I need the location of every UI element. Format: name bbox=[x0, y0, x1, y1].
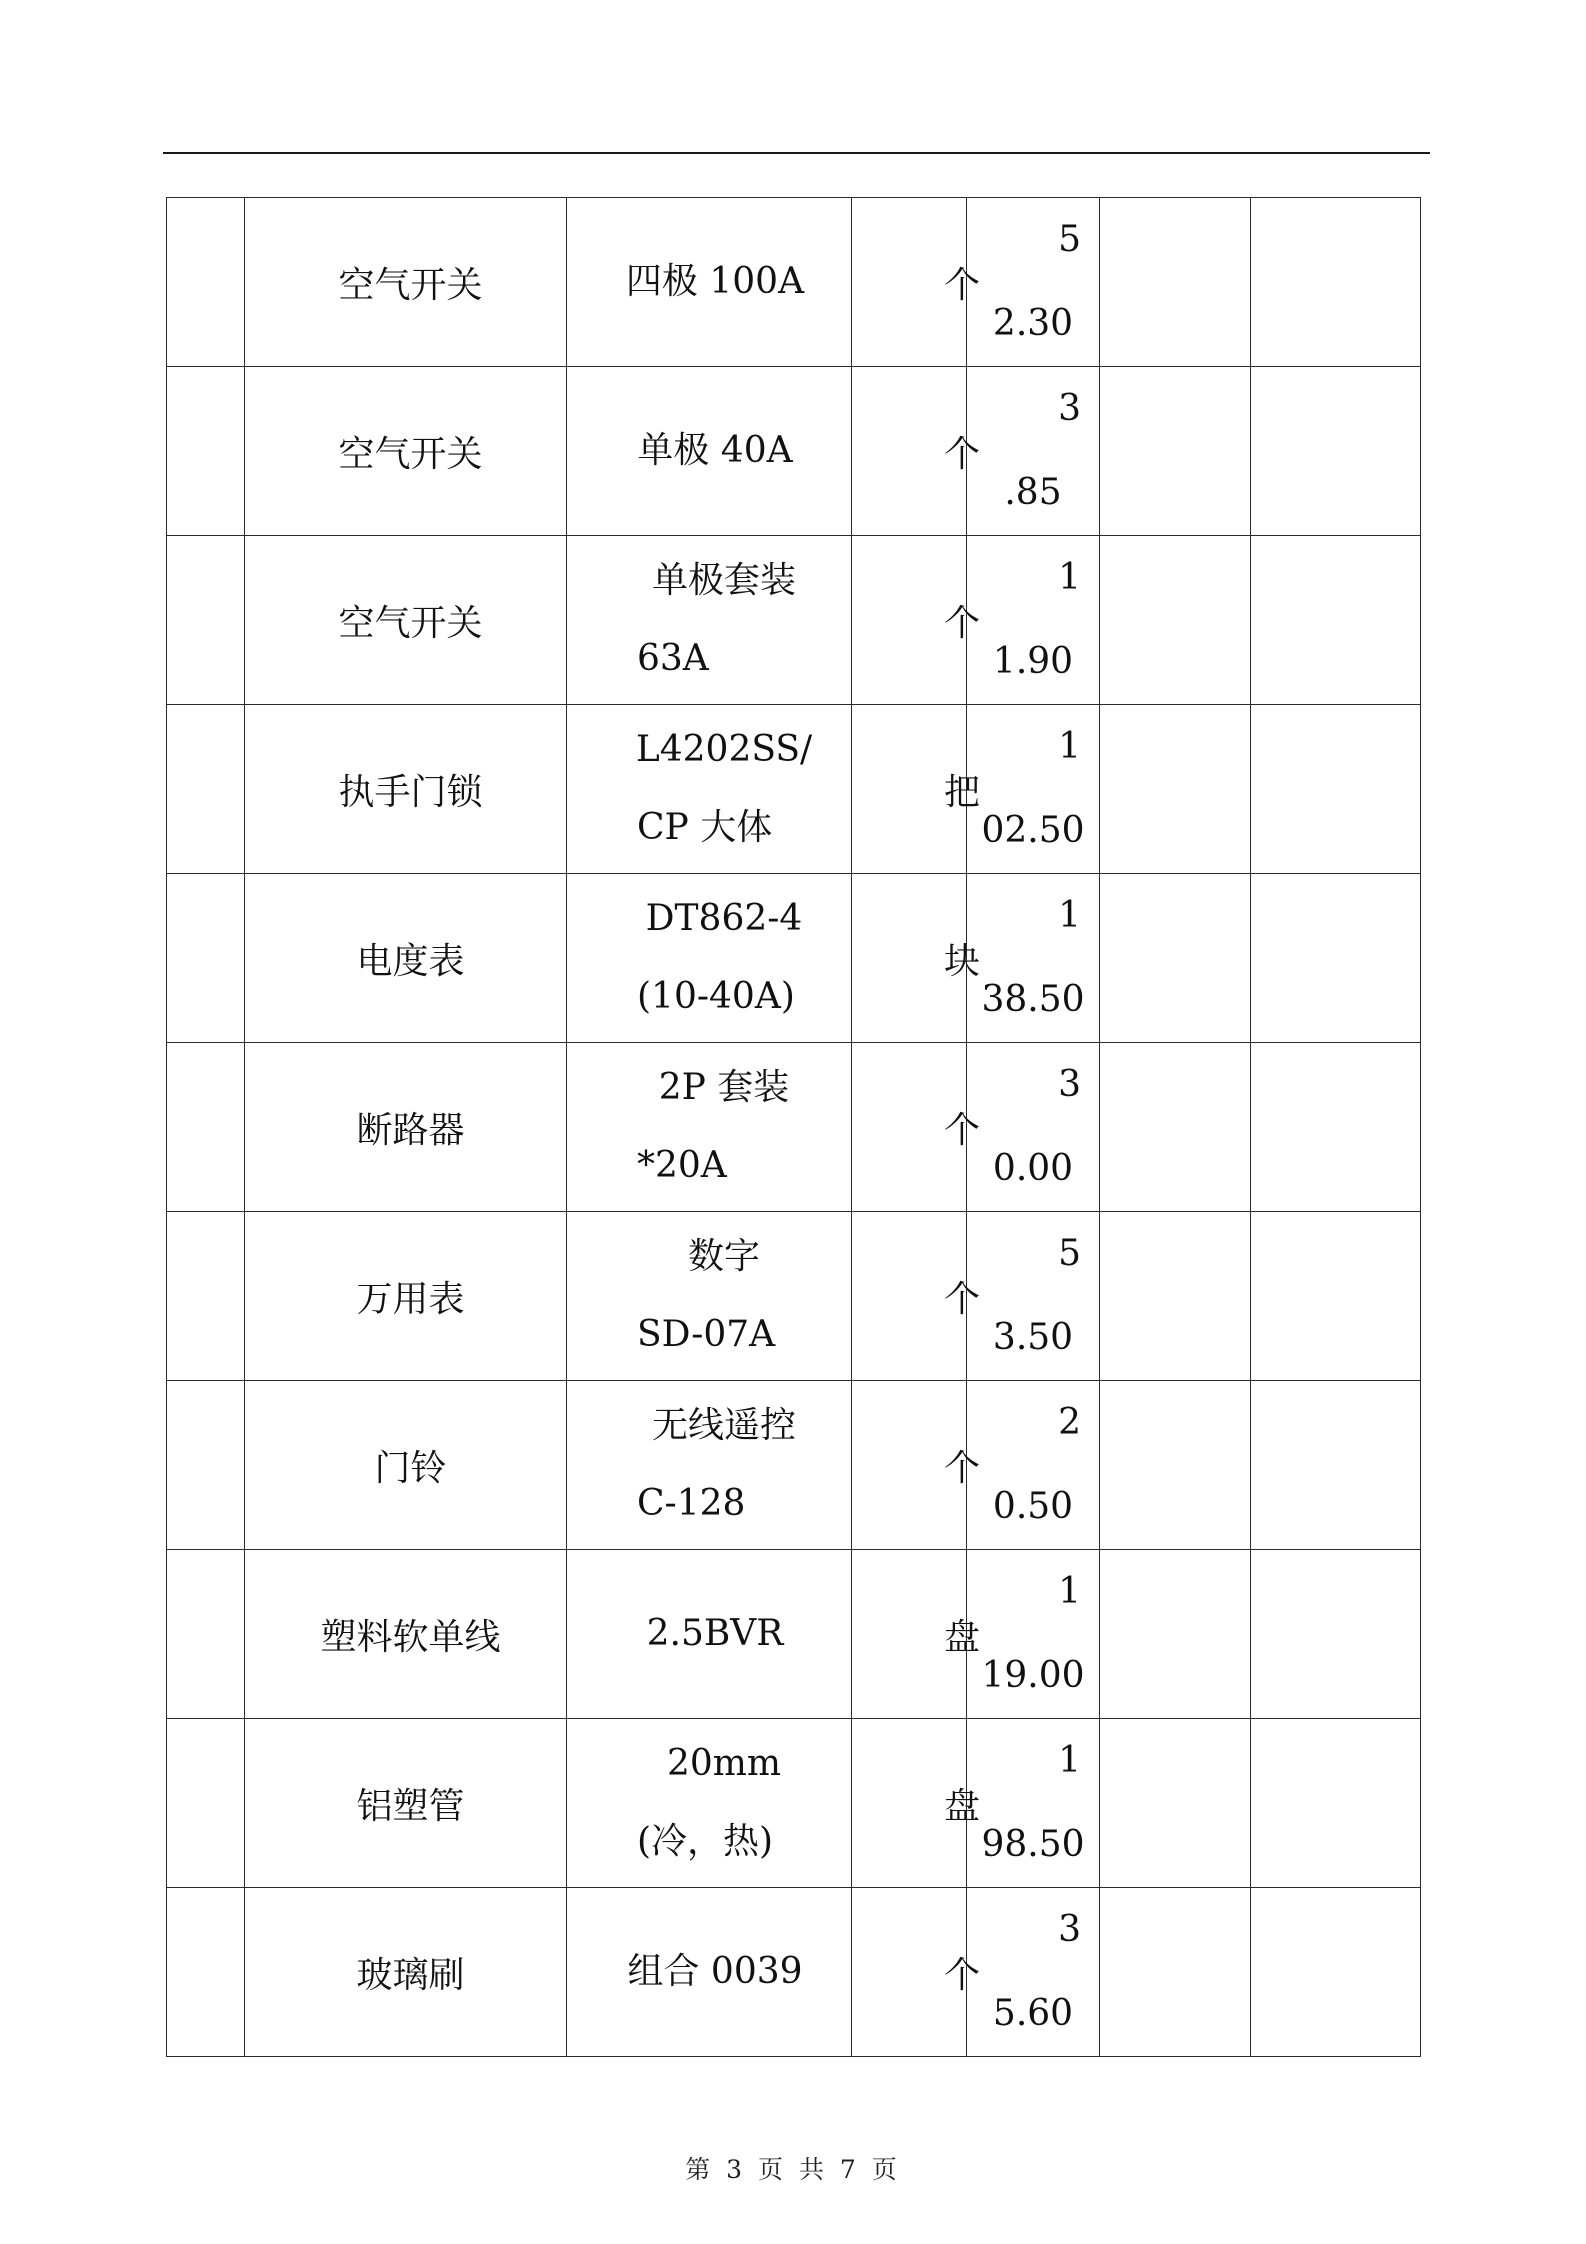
table-row bbox=[167, 1043, 1421, 1212]
item-price-cell bbox=[967, 705, 1100, 874]
item-price-cell bbox=[967, 874, 1100, 1043]
item-spec-line: (10-40A) bbox=[637, 976, 795, 1017]
item-price-cell bbox=[967, 1381, 1100, 1550]
item-price-line: 0.00 bbox=[992, 1148, 1074, 1189]
item-spec-line: CP 大体 bbox=[637, 807, 773, 848]
items-table bbox=[166, 197, 1421, 2057]
item-price-line: 1 bbox=[1058, 726, 1081, 767]
item-name: 铝塑管 bbox=[356, 1785, 465, 1827]
index-cell bbox=[167, 1212, 245, 1381]
item-price-line: 3.50 bbox=[992, 1317, 1074, 1358]
item-spec-cell bbox=[567, 1888, 852, 2057]
item-spec-cell bbox=[567, 367, 852, 536]
item-price-line: 0.50 bbox=[992, 1486, 1074, 1527]
item-price-cell bbox=[967, 198, 1100, 367]
item-unit-cell bbox=[852, 1212, 981, 1381]
quantity-cell bbox=[1100, 198, 1251, 367]
amount-cell bbox=[1251, 874, 1421, 1043]
amount-cell bbox=[1251, 367, 1421, 536]
item-unit: 个 bbox=[944, 602, 981, 644]
index-cell bbox=[167, 367, 245, 536]
quantity-cell bbox=[1100, 1888, 1251, 2057]
page-footer: 第 3 页 共 7 页 bbox=[685, 2155, 901, 2184]
index-cell bbox=[167, 1043, 245, 1212]
item-name: 断路器 bbox=[356, 1109, 465, 1151]
index-cell bbox=[167, 705, 245, 874]
item-price-line: 98.50 bbox=[981, 1824, 1085, 1865]
item-spec-line: 20mm bbox=[666, 1743, 782, 1784]
item-unit: 盘 bbox=[944, 1785, 981, 1827]
item-unit-cell bbox=[852, 1719, 981, 1888]
index-cell bbox=[167, 1888, 245, 2057]
item-spec-cell bbox=[567, 874, 852, 1043]
item-unit: 个 bbox=[944, 264, 981, 306]
item-name: 空气开关 bbox=[338, 433, 483, 475]
item-name-cell bbox=[245, 1043, 567, 1212]
item-price-line: 1 bbox=[1058, 1571, 1081, 1612]
item-price-cell bbox=[967, 1888, 1100, 2057]
item-spec-line: SD-07A bbox=[637, 1314, 776, 1355]
item-spec: 组合 0039 bbox=[627, 1951, 803, 1992]
item-name: 空气开关 bbox=[338, 602, 483, 644]
item-unit: 盘 bbox=[944, 1616, 981, 1658]
item-spec-line: 63A bbox=[637, 638, 709, 679]
item-unit-cell bbox=[852, 536, 981, 705]
item-unit-cell bbox=[852, 1550, 981, 1719]
index-cell bbox=[167, 1381, 245, 1550]
item-price-line: 2.30 bbox=[992, 303, 1074, 344]
amount-cell bbox=[1251, 536, 1421, 705]
item-name: 门铃 bbox=[374, 1447, 447, 1489]
item-price-cell bbox=[967, 1212, 1100, 1381]
table-row bbox=[167, 1381, 1421, 1550]
amount-cell bbox=[1251, 1719, 1421, 1888]
item-price-line: 5 bbox=[1058, 219, 1081, 260]
item-name: 塑料软单线 bbox=[320, 1616, 501, 1658]
amount-cell bbox=[1251, 1043, 1421, 1212]
item-spec-cell bbox=[567, 1043, 852, 1212]
table-row bbox=[167, 1212, 1421, 1381]
item-spec-cell bbox=[567, 705, 852, 874]
table-row bbox=[167, 198, 1421, 367]
amount-cell bbox=[1251, 1888, 1421, 2057]
item-name-cell bbox=[245, 1381, 567, 1550]
item-price-line: 5 bbox=[1058, 1233, 1081, 1274]
item-name-cell bbox=[245, 874, 567, 1043]
item-spec-cell bbox=[567, 536, 852, 705]
item-price-line: 38.50 bbox=[981, 979, 1085, 1020]
item-unit-cell bbox=[852, 1043, 981, 1212]
item-name: 玻璃刷 bbox=[356, 1954, 465, 1996]
item-unit-cell bbox=[852, 1381, 981, 1550]
table-row bbox=[167, 1550, 1421, 1719]
item-unit: 个 bbox=[944, 1954, 981, 1996]
quantity-cell bbox=[1100, 874, 1251, 1043]
item-price-cell bbox=[967, 1550, 1100, 1719]
item-name-cell bbox=[245, 1888, 567, 2057]
item-spec-cell bbox=[567, 1381, 852, 1550]
item-unit: 个 bbox=[944, 1447, 981, 1489]
item-price-line: 3 bbox=[1058, 388, 1081, 429]
item-price-line: 2 bbox=[1058, 1402, 1081, 1443]
item-unit-cell bbox=[852, 1888, 981, 2057]
quantity-cell bbox=[1100, 1212, 1251, 1381]
item-price-line: 1 bbox=[1058, 1740, 1081, 1781]
item-price-line: 19.00 bbox=[981, 1655, 1085, 1696]
item-unit: 个 bbox=[944, 1278, 981, 1320]
item-spec-line: (冷，热) bbox=[637, 1821, 774, 1862]
table-row bbox=[167, 367, 1421, 536]
quantity-cell bbox=[1100, 705, 1251, 874]
item-name: 万用表 bbox=[356, 1278, 465, 1320]
item-price-line: 3 bbox=[1058, 1909, 1081, 1950]
item-price-cell bbox=[967, 367, 1100, 536]
item-spec-line: DT862-4 bbox=[645, 898, 803, 939]
amount-cell bbox=[1251, 1550, 1421, 1719]
item-unit-cell bbox=[852, 367, 981, 536]
item-price-line: 1.90 bbox=[992, 641, 1074, 682]
item-unit: 把 bbox=[944, 771, 981, 813]
item-price-line: 1 bbox=[1058, 557, 1081, 598]
quantity-cell bbox=[1100, 536, 1251, 705]
item-name-cell bbox=[245, 198, 567, 367]
items-table-body bbox=[167, 198, 1421, 2057]
item-unit: 个 bbox=[944, 1109, 981, 1151]
index-cell bbox=[167, 1719, 245, 1888]
table-row bbox=[167, 1719, 1421, 1888]
header-rule bbox=[163, 152, 1430, 154]
table-row bbox=[167, 536, 1421, 705]
item-spec-line: 2P 套装 bbox=[658, 1067, 790, 1108]
item-name: 空气开关 bbox=[338, 264, 483, 306]
amount-cell bbox=[1251, 705, 1421, 874]
item-unit: 个 bbox=[944, 433, 981, 475]
item-spec-line: C-128 bbox=[637, 1483, 746, 1524]
quantity-cell bbox=[1100, 1043, 1251, 1212]
amount-cell bbox=[1251, 1381, 1421, 1550]
item-spec-line: 无线遥控 bbox=[651, 1405, 796, 1446]
item-name-cell bbox=[245, 536, 567, 705]
item-unit: 块 bbox=[944, 940, 981, 982]
item-unit-cell bbox=[852, 705, 981, 874]
index-cell bbox=[167, 198, 245, 367]
item-spec: 四极 100A bbox=[625, 261, 805, 302]
item-price-line: 1 bbox=[1058, 895, 1081, 936]
amount-cell bbox=[1251, 198, 1421, 367]
quantity-cell bbox=[1100, 1719, 1251, 1888]
item-spec-line: 数字 bbox=[687, 1236, 760, 1277]
item-unit-cell bbox=[852, 198, 981, 367]
quantity-cell bbox=[1100, 367, 1251, 536]
item-name-cell bbox=[245, 705, 567, 874]
table-row bbox=[167, 1888, 1421, 2057]
amount-cell bbox=[1251, 1212, 1421, 1381]
item-name: 电度表 bbox=[356, 940, 465, 982]
item-price-cell bbox=[967, 1719, 1100, 1888]
item-spec-cell bbox=[567, 1550, 852, 1719]
item-spec: 2.5BVR bbox=[646, 1613, 784, 1654]
item-spec-cell bbox=[567, 198, 852, 367]
quantity-cell bbox=[1100, 1381, 1251, 1550]
index-cell bbox=[167, 1550, 245, 1719]
item-spec-line: *20A bbox=[637, 1145, 727, 1186]
index-cell bbox=[167, 874, 245, 1043]
item-spec-line: 单极套装 bbox=[651, 560, 796, 601]
item-price-line: 3 bbox=[1058, 1064, 1081, 1105]
item-price-line: 02.50 bbox=[981, 810, 1085, 851]
item-spec-cell bbox=[567, 1212, 852, 1381]
table-row bbox=[167, 705, 1421, 874]
index-cell bbox=[167, 536, 245, 705]
table-row bbox=[167, 874, 1421, 1043]
item-price-cell bbox=[967, 1043, 1100, 1212]
item-price-line: 5.60 bbox=[992, 1993, 1074, 2034]
item-price-line: .85 bbox=[1004, 472, 1062, 513]
item-spec: 单极 40A bbox=[637, 430, 793, 471]
item-name-cell bbox=[245, 367, 567, 536]
quantity-cell bbox=[1100, 1550, 1251, 1719]
item-price-cell bbox=[967, 536, 1100, 705]
item-name-cell bbox=[245, 1212, 567, 1381]
item-name: 执手门锁 bbox=[338, 771, 483, 813]
item-unit-cell bbox=[852, 874, 981, 1043]
item-name-cell bbox=[245, 1719, 567, 1888]
item-name-cell bbox=[245, 1550, 567, 1719]
item-spec-line: L4202SS/ bbox=[635, 729, 813, 770]
item-spec-cell bbox=[567, 1719, 852, 1888]
